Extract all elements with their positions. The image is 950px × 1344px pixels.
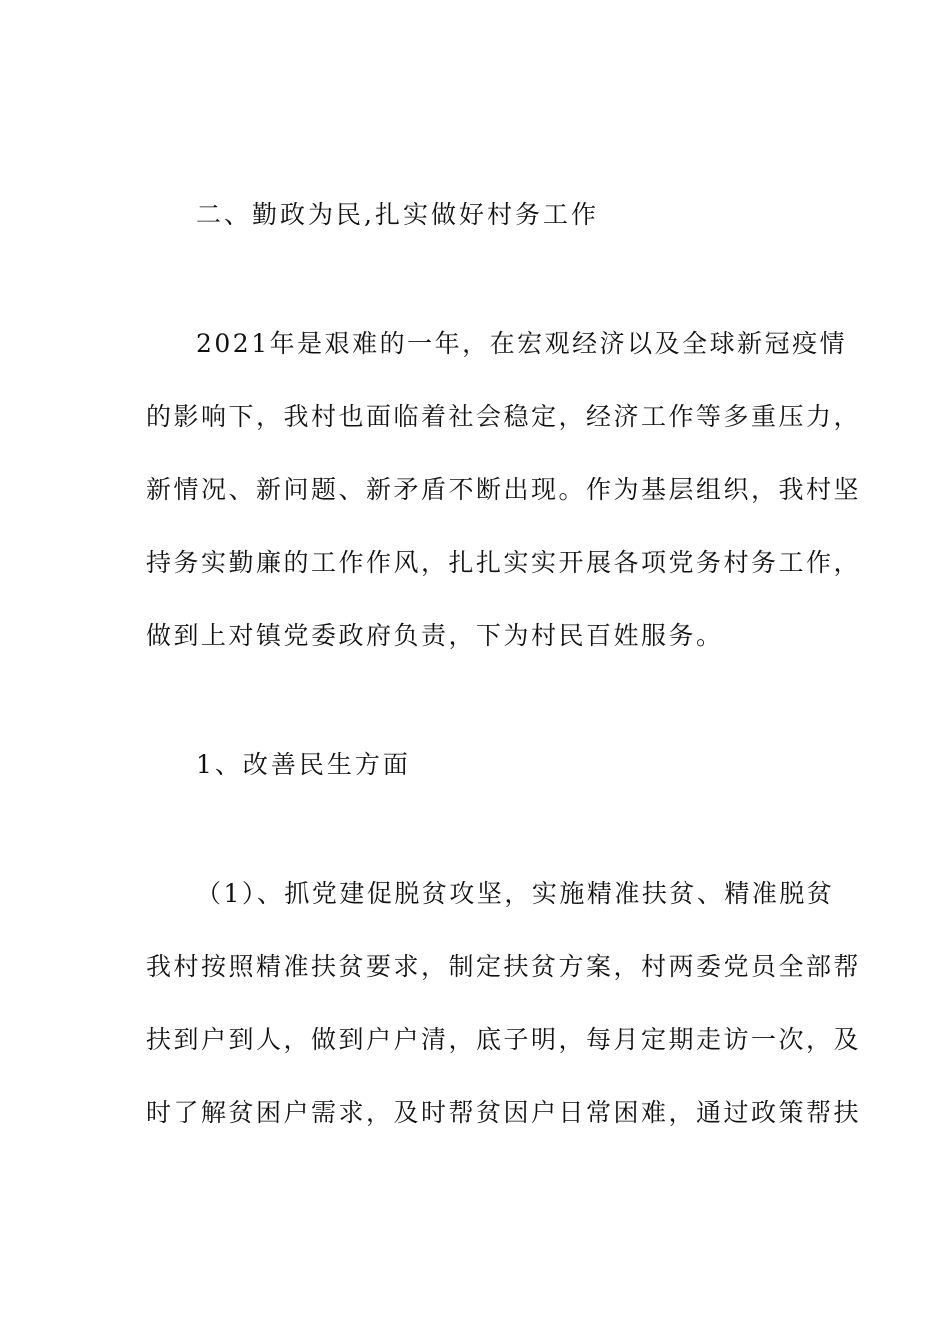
paragraph-2-line-4: 时了解贫困户需求，及时帮贫因户日常困难，通过政策帮扶 [146,1098,862,1127]
paragraph-2-line-3: 扶到户到人，做到户户清，底子明，每月定期走访一次，及 [146,1025,862,1054]
paragraph-1-line-5: 做到上对镇党委政府负责，下为村民百姓服务。 [146,621,724,650]
paragraph-2-line-1: （1）、抓党建促脱贫攻坚，实施精准扶贫、精准脱贫 [196,879,835,908]
paragraph-2-line-2: 我村按照精准扶贫要求，制定扶贫方案，村两委党员全部帮 [146,952,862,981]
section-heading: 二、勤政为民,扎实做好村务工作 [196,200,599,229]
paragraph-1-line-1: 2021年是艰难的一年，在宏观经济以及全球新冠疫情 [196,329,848,358]
subheading: 1、改善民生方面 [196,750,411,779]
paragraph-1-line-2: 的影响下，我村也面临着社会稳定，经济工作等多重压力， [146,402,862,431]
paragraph-1-line-4: 持务实勤廉的工作作风，扎扎实实开展各项党务村务工作， [146,548,862,577]
paragraph-1-line-3: 新情况、新问题、新矛盾不断出现。作为基层组织，我村坚 [146,475,862,504]
